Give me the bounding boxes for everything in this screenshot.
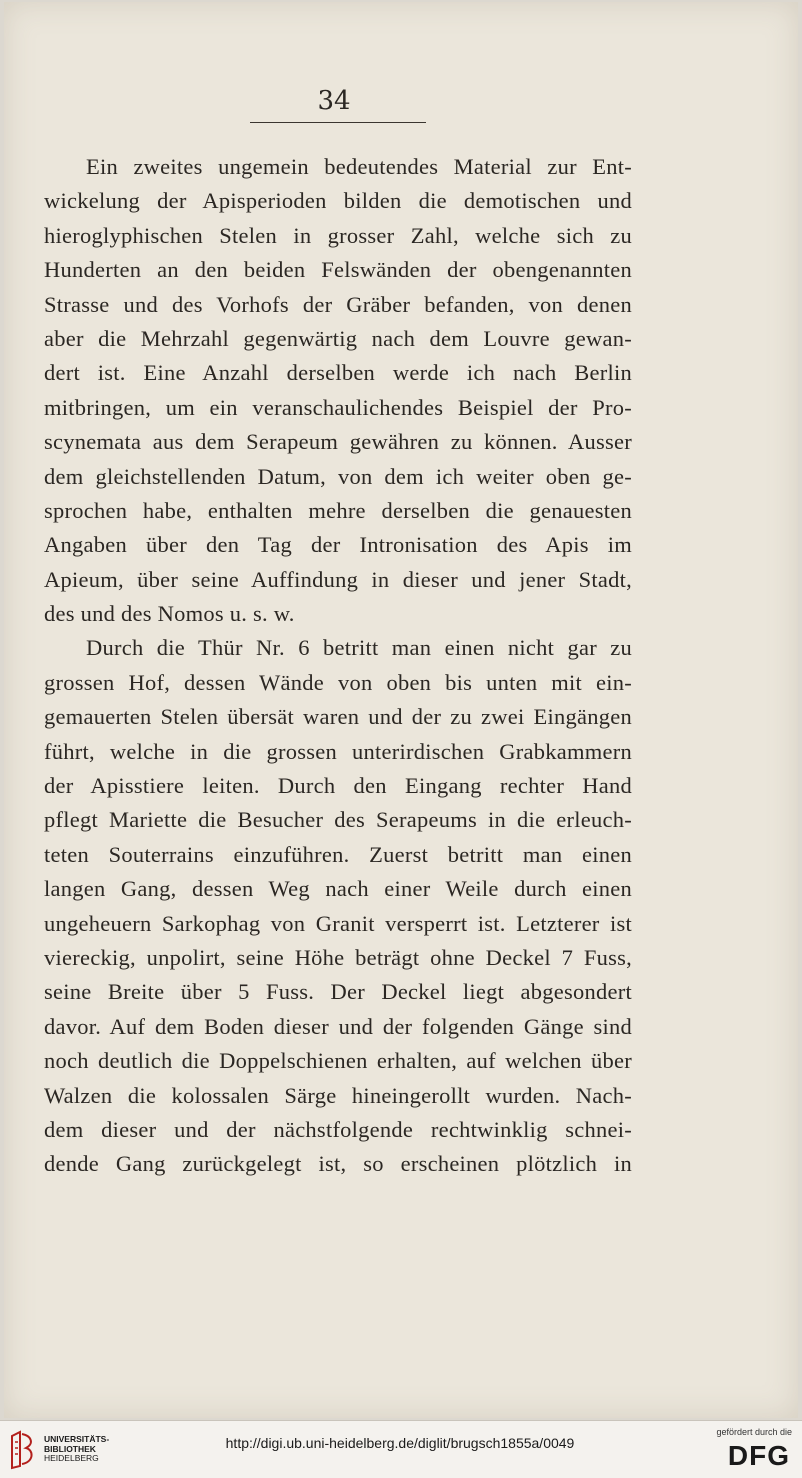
text-line: teten Souterrains einzuführen. Zuerst betritt man einen xyxy=(44,841,632,867)
text-line: davor. Auf dem Boden dieser und der folgenden Gänge sind xyxy=(44,1013,632,1039)
text-line: Apieum, über seine Auffindung in dieser und jener Stadt, xyxy=(44,566,632,592)
text-line: Ein zweites ungemein bedeutendes Material zur Ent- xyxy=(86,154,632,179)
text-line: grossen Hof, dessen Wände von oben bis unten mit ein- xyxy=(44,669,632,695)
text-line: gemauerten Stelen übersät waren und der zu zwei Eingängen xyxy=(44,704,632,730)
text-line: der Apisstiere leiten. Durch den Eingang rechter Hand xyxy=(44,773,632,799)
text-line: viereckig, unpolirt, seine Höhe beträgt ohne Deckel 7 Fuss, xyxy=(44,944,632,970)
text-line: noch deutlich die Doppelschienen erhalten, auf welchen über xyxy=(44,1048,632,1074)
scanned-page xyxy=(4,2,798,1418)
header-rule xyxy=(250,122,426,123)
library-name-line1: UNIVERSITÄTS- xyxy=(44,1434,110,1444)
text-line: wickelung der Apisperioden bilden die demotischen und xyxy=(44,188,632,214)
text-line: ungeheuern Sarkophag von Granit versperrt ist. Letzterer ist xyxy=(44,910,632,936)
permalink-url[interactable]: http://digi.ub.uni-heidelberg.de/diglit/brugsch1855a/0049 xyxy=(225,1435,575,1451)
text-line: Angaben über den Tag der Intronisation des Apis im xyxy=(44,532,632,558)
university-library-logo-icon xyxy=(8,1430,38,1470)
page-number: 34 xyxy=(317,86,351,116)
library-name-line2: BIBLIOTHEK xyxy=(44,1443,96,1454)
library-name-line3: HEIDELBERG xyxy=(44,1453,99,1463)
text-line: langen Gang, dessen Weg nach einer Weile durch einen xyxy=(44,876,632,902)
text-line: sprochen habe, enthalten mehre derselben die genauesten xyxy=(44,497,632,523)
body-text xyxy=(44,150,632,1182)
text-line: hieroglyphischen Stelen in grosser Zahl, welche sich zu xyxy=(44,222,632,248)
text-line: dende Gang zurückgelegt ist, so erscheinen plötzlich in xyxy=(44,1151,632,1177)
text-line: Walzen die kolossalen Särge hineingerollt wurden. Nach- xyxy=(44,1082,632,1108)
text-line: scynemata aus dem Serapeum gewähren zu können. Ausser xyxy=(44,429,632,455)
text-line: aber die Mehrzahl gegenwärtig nach dem Louvre gewan- xyxy=(44,325,632,351)
text-line: dert ist. Eine Anzahl derselben werde ich nach Berlin xyxy=(44,360,632,386)
footer-bar xyxy=(0,1420,802,1478)
library-name xyxy=(44,1435,109,1464)
text-line: Strasse und des Vorhofs der Gräber befanden, von denen xyxy=(44,291,632,317)
text-line: des und des Nomos u. s. w. xyxy=(44,601,295,627)
text-line: Durch die Thür Nr. 6 betritt man einen nicht gar zu xyxy=(86,635,632,661)
text-line: mitbringen, um ein veranschaulichendes Beispiel der Pro- xyxy=(44,394,632,420)
text-line: seine Breite über 5 Fuss. Der Deckel liegt abgesondert xyxy=(44,979,632,1005)
text-line: pflegt Mariette die Besucher des Serapeums in die erleuch- xyxy=(44,807,632,833)
text-line: dem dieser und der nächstfolgende rechtwinklig schnei- xyxy=(44,1116,632,1142)
text-line: dem gleichstellenden Datum, von dem ich weiter oben ge- xyxy=(44,463,632,489)
dfg-logo: DFG xyxy=(727,1440,790,1471)
funded-by-label: gefördert durch die xyxy=(716,1427,792,1437)
text-line: führt, welche in die grossen unterirdischen Grabkammern xyxy=(44,738,632,764)
text-line: Hunderten an den beiden Felswänden der obengenannten xyxy=(44,257,632,283)
